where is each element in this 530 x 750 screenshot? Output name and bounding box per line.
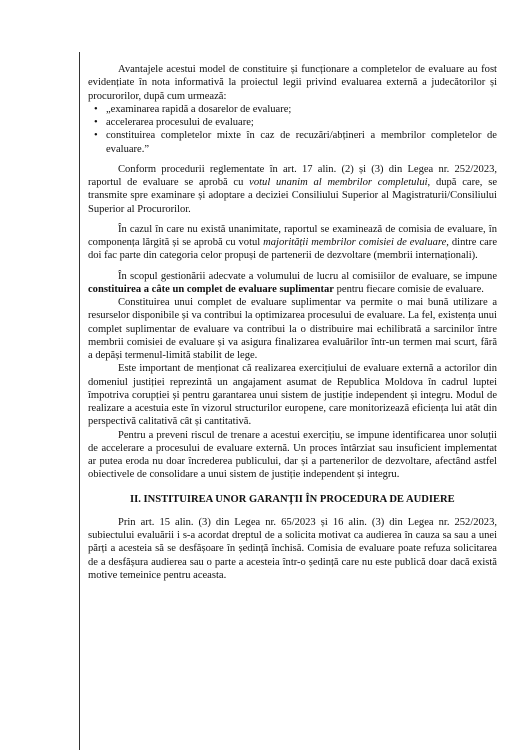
bullet-icon: • (94, 130, 98, 142)
hearing-paragraph: Prin art. 15 alin. (3) din Legea nr. 65/2023 și 16 alin. (3) din Legea nr. 252/2023, subiectului evaluării i s-a acordat dreptul de a solicita motivat ca audierea în cauza sa sau a unei părți a acesteia să se desfășoare în ședință închisă. Comisia de evaluare poate refuza solicitarea de a desfășura audierea sau o parte a acesteia într-o ședință care nu este publică doar dacă există motive temeinice pentru aceasta. (88, 516, 497, 581)
document-body (88, 63, 497, 582)
bullet-item: • accelerarea procesului de evaluare; (94, 117, 254, 128)
bullet-icon: • (94, 117, 98, 128)
risk-paragraph: Pentru a preveni riscul de trenare a acestui exercițiu, se impune identificarea unor soluții de accelerare a procesului de evaluare externă. Un proces întârziat sau insuficient implementat ar putea eroda nu doar încrederea publicului, dar și a partenerilor de dezvoltare, afectând astfel obiectivele de consolidare a unui sistem de justiție independent și integru. (88, 429, 497, 481)
bullet-icon: • (94, 103, 98, 115)
bullet-item: • „examinarea rapidă a dosarelor de evaluare; (94, 103, 292, 115)
procedure-paragraph: Conform procedurii reglementate în art. 17 alin. (2) și (3) din Legea nr. 252/2023, raportul de evaluare se aprobă cu votul unanim al membrilor completului, după care, se transmite spre examinare și adoptare a deciziei Consiliului Superior al Magistraturii/Consiliului Superior al Procurorilor. (88, 163, 497, 215)
unanimity-paragraph: În cazul în care nu există unanimitate, raportul se examinează de comisia de evaluare, în componența lărgită și se aprobă cu votul majorității membrilor comisiei de evaluare, dintre care doi fac parte din categoria celor propuși de partenerii de dezvoltare (membrii internaționali). (88, 223, 497, 262)
section-heading: II. INSTITUIREA UNOR GARANȚII ÎN PROCEDURA DE AUDIERE (130, 493, 455, 505)
workload-paragraph: În scopul gestionării adecvate a volumului de lucru al comisiilor de evaluare, se impune constituirea a câte un complet de evaluare suplimentar pentru fiecare comisie de evaluare. (88, 270, 497, 295)
bullet-item: • constituirea completelor mixte în caz de recuzări/abțineri a membrilor completelor de evaluare.” (94, 130, 497, 155)
intro-paragraph: Avantajele acestui model de constituire și funcționare a completelor de evaluare au fost evidențiate în nota informativă la proiectul legii privind evaluarea externă a judecătorilor și procurorilor, după cum urmează: (88, 64, 497, 102)
additional-panel-paragraph: Constituirea unui complet de evaluare suplimentar va permite o mai bună utilizare a resurselor disponibile și va contribui la optimizarea procesului de evaluare. La fel, existența unui complet suplimentar de evaluare va contribui la o distribuire mai echilibrată a sarcinilor între membrii comisiei de evaluare și va asigura finalizarea evaluărilor într-un termen mai scurt, fără a depăși termenul-limită stabilit de lege. (88, 297, 497, 361)
commitment-paragraph: Este important de menționat că realizarea exercițiului de evaluare externă a actorilor din domeniul justiției reprezintă un angajament asumat de Republica Moldova în cadrul luptei împotriva corupției și pentru garantarea unui sistem de justiție independent și integru. Modul de realizare a acestuia este în vizorul structurilor europene, care monitorizează eficiența lui atât din perspectivă calitativă cât și cantitativă. (88, 363, 497, 428)
left-margin-line (79, 52, 80, 750)
